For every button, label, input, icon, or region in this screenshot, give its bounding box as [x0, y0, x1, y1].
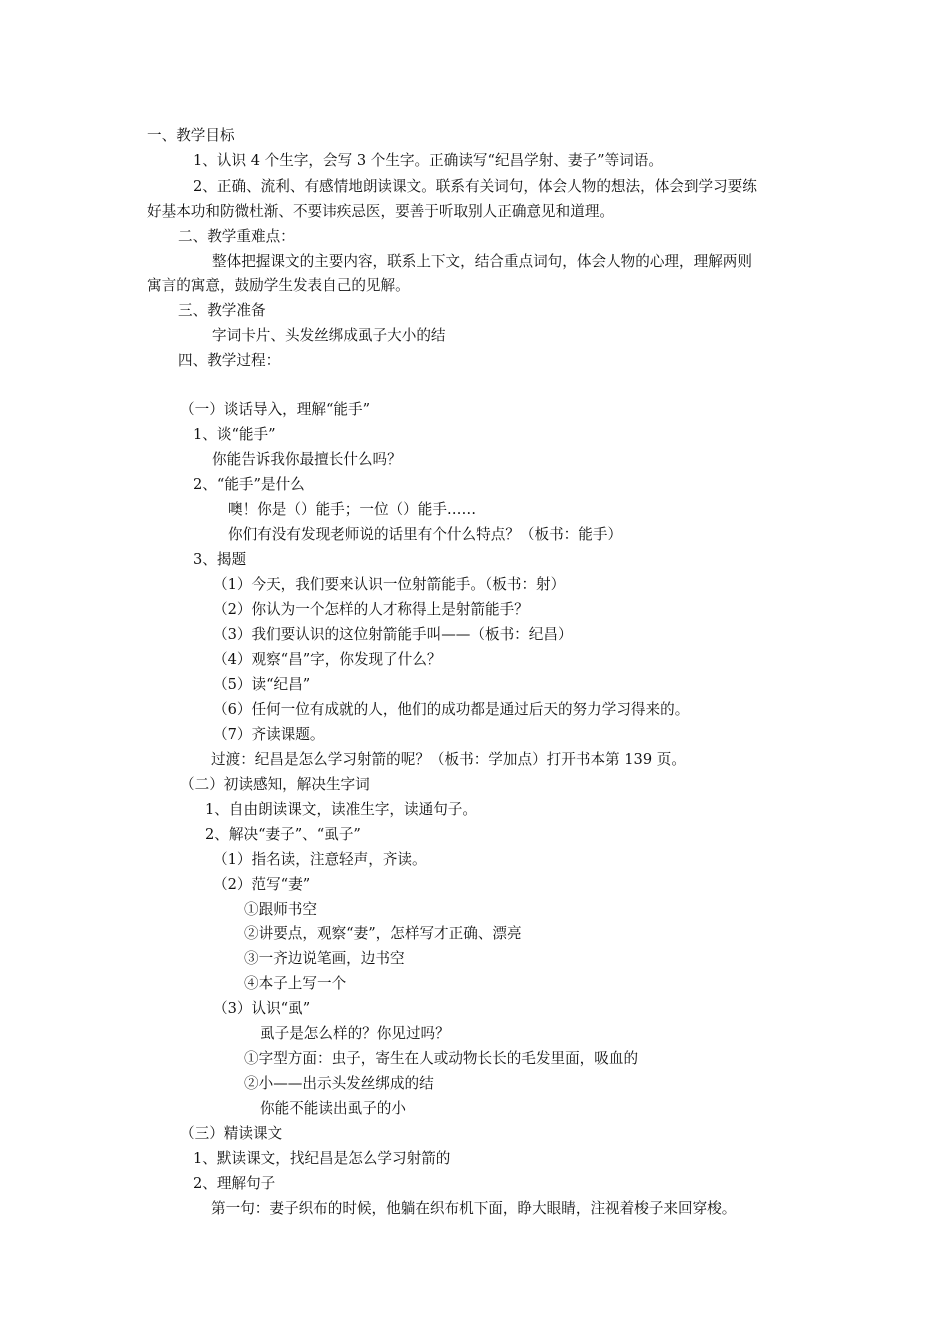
louse-point-2: ②小——出示头发丝绑成的结: [244, 1075, 434, 1092]
key-points-text: 整体把握课文的主要内容，联系上下文，结合重点词句，体会人物的心理，理解两则: [212, 253, 752, 270]
section-3-title: （三）精读课文: [180, 1125, 283, 1142]
heading-key-points: 二、教学重难点：: [178, 228, 295, 245]
section-1-title: （一）谈话导入，理解“能手”: [180, 401, 371, 418]
step-1-1-text: 你能告诉我你最擅长什么吗？: [212, 451, 402, 468]
step-1-3-item-5: （5）读“纪昌”: [213, 676, 311, 693]
step-1-2: 2、“能手”是什么: [193, 476, 305, 493]
step-2-1: 1、自由朗读课文，读准生字，读通句子。: [205, 801, 477, 818]
write-step-4: ④本子上写一个: [244, 975, 347, 992]
step-1-3: 3、揭题: [193, 551, 247, 568]
step-3-1: 1、默读课文，找纪昌是怎么学习射箭的: [193, 1150, 451, 1167]
step-3-2: 2、理解句子: [193, 1175, 276, 1192]
step-2-2-item-2: （2）范写“妻”: [213, 876, 311, 893]
goal-item-1: 1、认识 4 个生字，会写 3 个生字。正确读写“纪昌学射、妻子”等词语。: [193, 152, 663, 169]
step-2-2: 2、解决“妻子”、“虱子”: [205, 826, 361, 843]
goal-item-2-continued: 好基本功和防微杜渐、不要讳疾忌医，要善于听取别人正确意见和道理。: [147, 203, 615, 220]
step-1-3-item-3: （3）我们要认识的这位射箭能手叫——（板书：纪昌）: [213, 626, 573, 643]
preparation-text: 字词卡片、头发丝绑成虱子大小的结: [212, 327, 446, 344]
key-points-text-continued: 寓言的寓意，鼓励学生发表自己的见解。: [147, 277, 410, 294]
write-step-1: ①跟师书空: [244, 901, 317, 918]
step-1-3-item-1: （1）今天，我们要来认识一位射箭能手。（板书：射）: [213, 576, 566, 593]
step-2-2-item-3: （3）认识“虱”: [213, 1000, 311, 1017]
step-1-3-item-6: （6）任何一位有成就的人，他们的成功都是通过后天的努力学习得来的。: [213, 701, 690, 718]
step-2-2-item-1: （1）指名读，注意轻声，齐读。: [213, 851, 427, 868]
write-step-2: ②讲要点，观察“妻”，怎样写才正确、漂亮: [244, 925, 522, 942]
heading-teaching-goals: 一、教学目标: [147, 127, 235, 144]
louse-read-prompt: 你能不能读出虱子的小: [260, 1100, 406, 1117]
step-1-3-item-7: （7）齐读课题。: [213, 726, 325, 743]
step-1-3-item-4: （4）观察“昌”字，你发现了什么？: [213, 651, 442, 668]
step-1-3-item-2: （2）你认为一个怎样的人才称得上是射箭能手？: [213, 601, 529, 618]
step-1-2-text-b: 你们有没有发现老师说的话里有个什么特点？（板书：能手）: [228, 526, 623, 543]
step-1-2-text-a: 噢！你是（）能手；一位（）能手……: [228, 501, 477, 518]
write-step-3: ③一齐边说笔画，边书空: [244, 950, 405, 967]
sentence-one: 第一句：妻子织布的时候，他躺在织布机下面，睁大眼睛，注视着梭子来回穿梭。: [211, 1200, 737, 1217]
goal-item-2: 2、正确、流利、有感情地朗读课文。联系有关词句，体会人物的想法，体会到学习要练: [193, 178, 757, 195]
step-1-1: 1、谈“能手”: [193, 426, 276, 443]
heading-process: 四、教学过程：: [178, 352, 281, 369]
section-2-title: （二）初读感知，解决生字词: [180, 776, 370, 793]
louse-question: 虱子是怎么样的？你见过吗？: [260, 1025, 450, 1042]
heading-preparation: 三、教学准备: [178, 302, 266, 319]
transition-text: 过渡：纪昌是怎么学习射箭的呢？（板书：学加点）打开书本第 139 页。: [211, 751, 686, 768]
louse-point-1: ①字型方面：虫子，寄生在人或动物长长的毛发里面，吸血的: [244, 1050, 639, 1067]
